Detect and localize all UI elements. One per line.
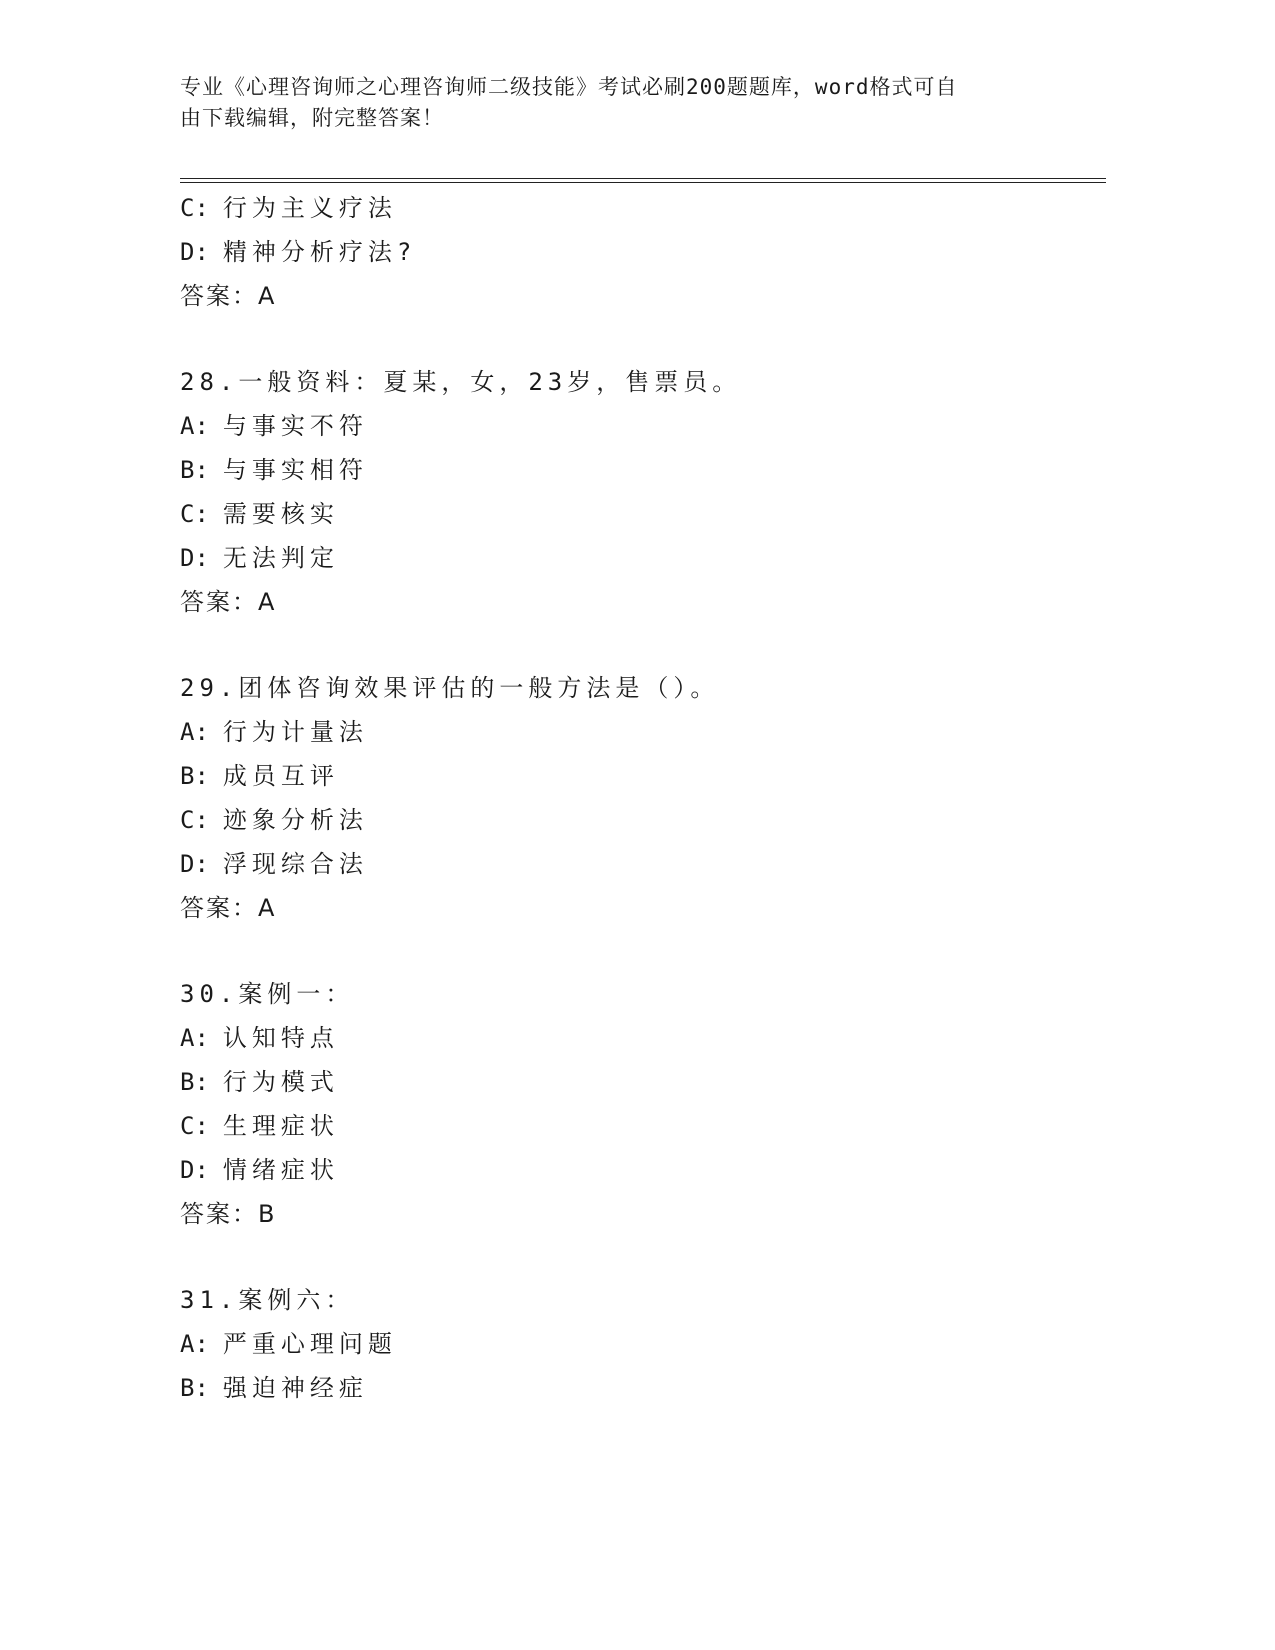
option-a [180, 710, 1100, 754]
option-label: B: [180, 762, 209, 790]
option-label: D: [180, 544, 209, 572]
option-text: 行为计量法 [222, 718, 368, 746]
option-label: D: [180, 1156, 209, 1184]
option-d [180, 1148, 1100, 1192]
question-stem: 29.团体咨询效果评估的一般方法是（）。 [180, 674, 720, 702]
option-text: 成员互评 [222, 762, 339, 790]
answer: 答案：B [180, 1200, 277, 1228]
option-d [180, 536, 1100, 580]
answer: 答案：A [180, 588, 277, 616]
option-a [180, 1016, 1100, 1060]
option-text: 与事实不符 [222, 412, 368, 440]
answer: 答案：A [180, 282, 277, 310]
option-label: A: [180, 1024, 209, 1052]
option-b [180, 1060, 1100, 1104]
option-label: C: [180, 194, 209, 222]
option-label: A: [180, 718, 209, 746]
option-text: 精神分析疗法? [222, 238, 417, 266]
question-stem: 28.一般资料：夏某，女，23岁，售票员。 [180, 368, 742, 396]
header-divider-top [180, 178, 1106, 179]
option-c [180, 186, 1100, 230]
option-c [180, 492, 1100, 536]
option-b [180, 448, 1100, 492]
option-text: 生理症状 [222, 1112, 339, 1140]
option-text: 需要核实 [222, 500, 339, 528]
option-text: 与事实相符 [222, 456, 368, 484]
option-b [180, 1366, 1100, 1410]
option-text: 情绪症状 [222, 1156, 339, 1184]
option-label: A: [180, 412, 209, 440]
option-label: D: [180, 850, 209, 878]
option-text: 强迫神经症 [222, 1374, 368, 1402]
option-d [180, 230, 1100, 274]
option-label: A: [180, 1330, 209, 1358]
option-text: 行为主义疗法 [222, 194, 397, 222]
question-stem: 31.案例六： [180, 1286, 355, 1314]
document-header [180, 72, 1040, 134]
option-text: 严重心理问题 [222, 1330, 397, 1358]
option-label: C: [180, 500, 209, 528]
option-c [180, 798, 1100, 842]
option-text: 浮现综合法 [222, 850, 368, 878]
option-label: B: [180, 1068, 209, 1096]
option-a [180, 1322, 1100, 1366]
header-line-1: 专业《心理咨询师之心理咨询师二级技能》考试必刷200题题库，word格式可自 [180, 75, 958, 99]
option-text: 迹象分析法 [222, 806, 368, 834]
option-label: D: [180, 238, 209, 266]
question-stem: 30.案例一： [180, 980, 355, 1008]
option-d [180, 842, 1100, 886]
header-line-2: 由下载编辑，附完整答案！ [180, 106, 444, 130]
question-list [180, 186, 1100, 1410]
option-label: C: [180, 1112, 209, 1140]
option-c [180, 1104, 1100, 1148]
option-label: B: [180, 1374, 209, 1402]
option-text: 认知特点 [222, 1024, 339, 1052]
option-text: 行为模式 [222, 1068, 339, 1096]
header-divider-bottom [180, 182, 1106, 183]
option-text: 无法判定 [222, 544, 339, 572]
option-b [180, 754, 1100, 798]
option-a [180, 404, 1100, 448]
option-label: C: [180, 806, 209, 834]
option-label: B: [180, 456, 209, 484]
answer: 答案：A [180, 894, 277, 922]
